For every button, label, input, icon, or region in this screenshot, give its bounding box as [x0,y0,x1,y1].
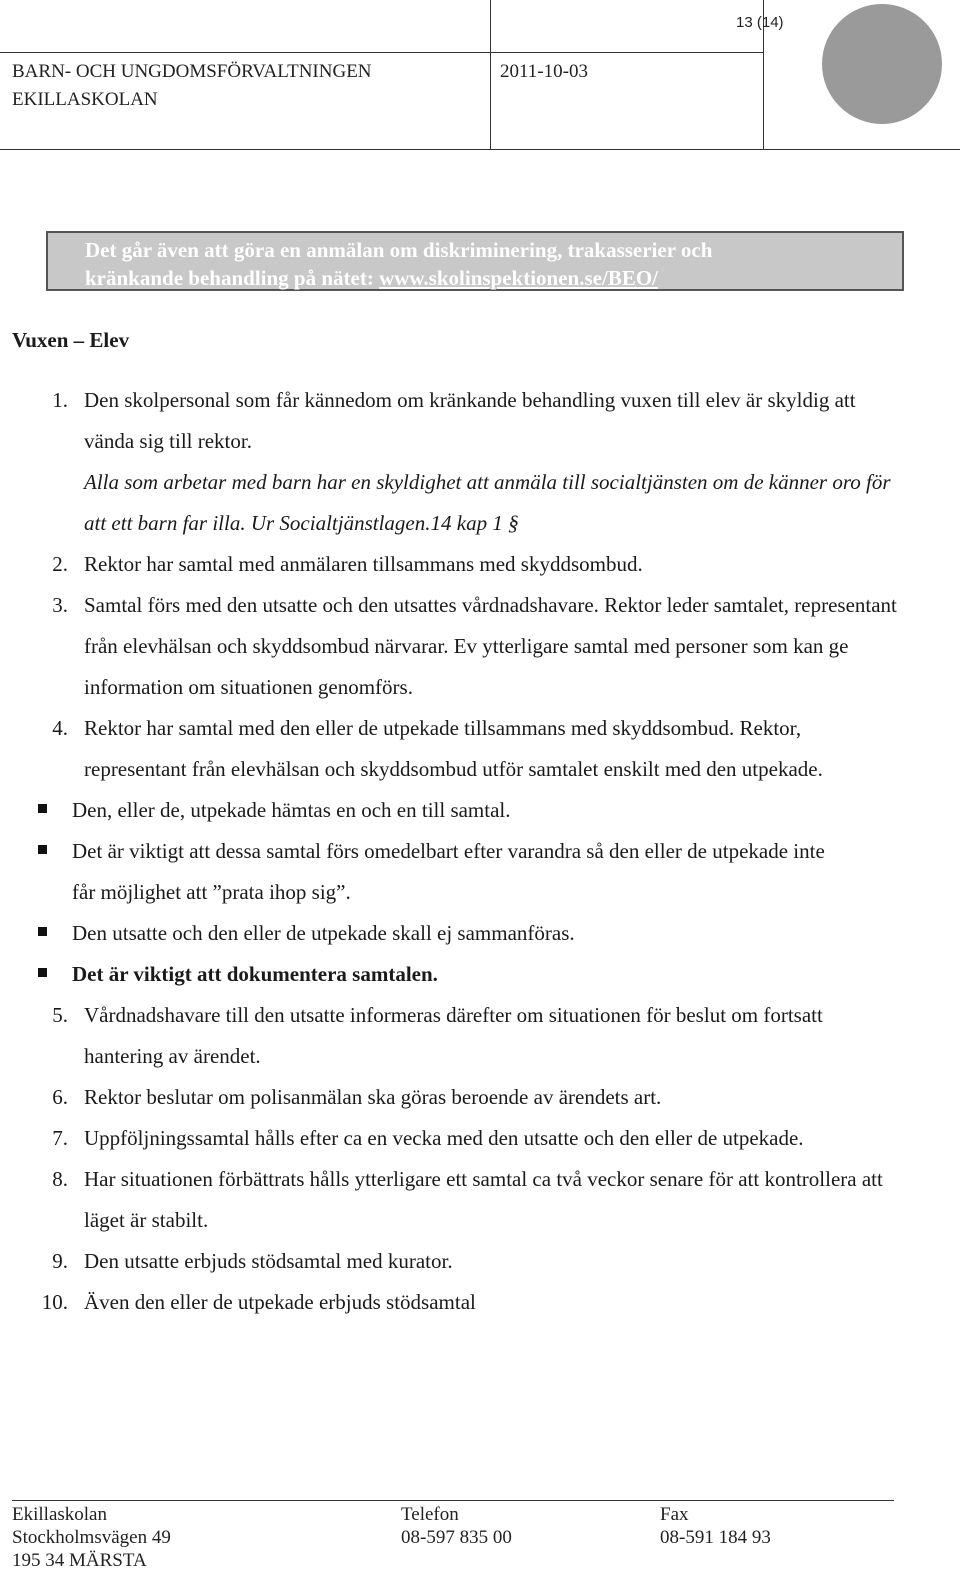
bullet-text: Den utsatte och den eller de utpekade skall ej sammanföras. [72,921,575,945]
notice-line-1: Det går även att göra en anmälan om diskriminering, trakasserier och [85,238,713,262]
org-line-2: EKILLASKOLAN [12,89,158,110]
footer-phone-label: Telefon [401,1504,459,1525]
reporting-notice-box [46,231,904,291]
page-number: 13 (14) [736,14,784,31]
bullet-text: Det är viktigt att dessa samtal förs omedelbart efter varandra så den eller de utpekade inte får möjlighet att ”prata ihop sig”. [72,839,825,904]
footer-fax-number: 08-591 184 93 [660,1527,771,1548]
step-text: Rektor har samtal med anmälaren tillsammans med skyddsombud. [84,552,643,576]
step-text: Även den eller de utpekade erbjuds stödsamtal [84,1290,476,1314]
footer-fax-label: Fax [660,1504,689,1525]
step-number: 5. [52,1003,68,1027]
section-title: Vuxen – Elev [12,328,130,352]
step-text: Har situationen förbättrats hålls ytterligare ett samtal ca två veckor senare för att kontrollera att läget är stabilt. [84,1167,883,1232]
notice-line-2-prefix: kränkande behandling på nätet: [85,266,380,290]
step-number: 2. [52,552,68,576]
step-text: Den utsatte erbjuds stödsamtal med kurator. [84,1249,453,1273]
step-note: Alla som arbetar med barn har en skyldighet att anmäla till socialtjänsten om de känner oro för att ett barn far illa. Ur Socialtjänstlagen.14 kap 1 § [84,470,891,535]
procedure-step-9 [0,1241,904,1282]
step-4-bullets [0,790,960,995]
step-number: 1. [52,388,68,412]
procedure-step-5 [0,995,904,1077]
step-number: 9. [52,1249,68,1273]
skolinspektionen-link[interactable]: www.skolinspektionen.se/BEO/ [379,266,658,290]
bullet-text: Den, eller de, utpekade hämtas en och en till samtal. [72,798,511,822]
org-line-1: BARN- OCH UNGDOMSFÖRVALTNINGEN [12,61,372,82]
footer-postal: 195 34 MÄRSTA [12,1550,147,1571]
procedure-step-3 [0,585,904,708]
square-bullet-icon [38,968,47,977]
step-text: Samtal förs med den utsatte och den utsattes vårdnadshavare. Rektor leder samtalet, representant från elevhälsan och skyddsombud närvarar. Ev ytterligare samtal med personer som kan ge information om situationen genomförs. [84,593,897,699]
header-divider [0,52,764,53]
notice-line-2 [85,264,902,292]
footer-street: Stockholmsvägen 49 [12,1527,171,1548]
footer-phone-number: 08-597 835 00 [401,1527,512,1548]
procedure-step-8 [0,1159,904,1241]
procedure-step-6 [0,1077,904,1118]
bullet-item [0,954,832,995]
step-text: Uppföljningssamtal hålls efter ca en vecka med den utsatte och den eller de utpekade. [84,1126,804,1150]
step-number: 4. [52,716,68,740]
square-bullet-icon [38,845,47,854]
procedure-list [0,380,960,1323]
bullet-item [0,790,832,831]
procedure-step-4 [0,708,904,790]
footer-fax [660,1503,771,1549]
document-header [0,0,960,150]
organization-name [12,58,372,114]
footer-divider [12,1500,894,1501]
footer-school-name: Ekillaskolan [12,1504,107,1525]
step-number: 8. [52,1167,68,1191]
bullet-item [0,913,832,954]
document-date: 2011-10-03 [500,61,588,82]
step-text: Rektor beslutar om polisanmälan ska göras beroende av ärendets art. [84,1085,662,1109]
footer-address [12,1503,171,1572]
square-bullet-icon [38,927,47,936]
step-number: 7. [52,1126,68,1150]
step-number: 10. [41,1290,68,1314]
logo-seal-icon [822,4,942,124]
step-text: Den skolpersonal som får kännedom om kränkande behandling vuxen till elev är skyldig att vända sig till rektor. [84,388,856,453]
procedure-step-1 [0,380,904,544]
footer-phone [401,1503,512,1549]
procedure-step-10 [0,1282,904,1323]
step-text: Rektor har samtal med den eller de utpekade tillsammans med skyddsombud. Rektor, representant från elevhälsan och skyddsombud utför samtalet enskilt med den utpekade. [84,716,823,781]
procedure-step-7 [0,1118,904,1159]
bullet-text: Det är viktigt att dokumentera samtalen. [72,962,438,986]
step-number: 6. [52,1085,68,1109]
procedure-step-2 [0,544,904,585]
step-number: 3. [52,593,68,617]
square-bullet-icon [38,804,47,813]
bullet-item [0,831,832,913]
step-text: Vårdnadshavare till den utsatte informeras därefter om situationen för beslut om fortsatt hantering av ärendet. [84,1003,823,1068]
